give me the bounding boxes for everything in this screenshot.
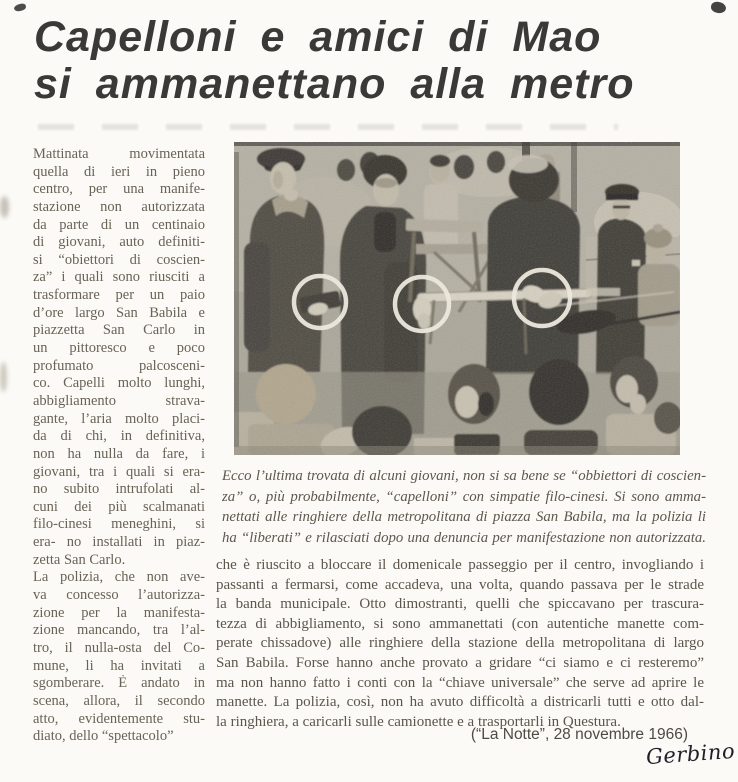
text-line: manette. La polizia, così, non ha avuto difficoltà a districarli tutti e otto dal-	[216, 694, 704, 711]
text-line: giovani, tra i quali si era-	[33, 463, 205, 480]
left-text-column	[33, 146, 205, 746]
text-line: la ringhiera, a caricarli sulle camionette e a trasportarli in Questura.	[216, 713, 621, 730]
text-line: di giovani, auto definiti-	[33, 234, 205, 251]
text-line: diato, dello “spettacolo”	[33, 728, 174, 745]
text-line: no subito intrufolati al-	[33, 481, 205, 498]
text-line: filo-cinesi meneghini, si	[33, 516, 205, 533]
headline-line-1: Capelloni e amici di Mao	[34, 13, 602, 61]
text-line: che è riuscito a bloccare il domenicale passeggio per il centro, invogliando i	[216, 557, 704, 573]
text-line: profumato palcosceni-	[33, 357, 205, 374]
text-line: non ha nulla da fare, i	[33, 445, 205, 462]
scan-artifact	[38, 124, 618, 130]
text-line: da parte di un centinaio	[33, 216, 205, 233]
text-line: za” o, più probabilmente, “capelloni” con simpatie filo-cinesi. Si sono amma-	[222, 488, 706, 505]
text-line: tezza di abbigliamento, si sono ammanettati (con autentiche manette com-	[216, 615, 704, 632]
text-line: scena, allora, il secondo	[33, 692, 205, 709]
scan-artifact	[13, 3, 26, 12]
text-line: piazzetta San Carlo in	[33, 322, 205, 339]
text-line: un pittoresco e poco	[33, 340, 205, 357]
headline-line-2: si ammanettano alla metro	[34, 60, 635, 108]
article-photo	[234, 142, 680, 455]
text-line: abbigliamento strava-	[33, 392, 205, 409]
text-line: zetta San Carlo.	[33, 551, 126, 568]
text-line: Ecco l’ultima trovata di alcuni giovani, non si sa bene se “obbiettori di coscien-	[222, 468, 706, 484]
text-line: nettati alle ringhiere della metropolitana di piazza San Babila, ma la polizia li	[222, 509, 706, 526]
article-body-text	[216, 556, 704, 732]
text-line: passanti a fermarsi, come accadeva, una volta, quando passava per le strade	[216, 576, 704, 593]
text-line: San Babila. Forse hanno anche provato a gridare “ci siamo e ci resteremo”	[216, 654, 704, 671]
text-line: co. Capelli molto lunghi,	[33, 375, 205, 392]
text-line: va concesso l’autorizza-	[33, 587, 205, 604]
scan-artifact	[710, 1, 726, 14]
text-line: sgomberare. È andato in	[33, 675, 205, 692]
text-line: centro, per una manife-	[33, 181, 205, 198]
text-line: gante, l’aria molto placi-	[33, 410, 205, 427]
text-line: tro, il nulla-osta del Co-	[33, 639, 205, 656]
text-line: atto, evidentemente stu-	[33, 710, 205, 727]
text-line: trasformare per un paio	[33, 287, 205, 304]
text-line: zione mancando, tra l’al-	[33, 622, 205, 639]
handwritten-signature: Gerbino	[645, 738, 736, 770]
text-line: Mattinata movimentata	[33, 146, 205, 162]
text-line: si “obiettori di coscien-	[33, 251, 205, 268]
scan-artifact	[0, 196, 9, 218]
text-line: ha “liberati” e rilasciati dopo una denuncia per manifestazione non autorizzata.	[222, 529, 706, 546]
text-line: la banda municipale. Otto dimostranti, quelli che spiccavano per trascura-	[216, 596, 704, 613]
text-line: cuni dei più scalmanati	[33, 498, 205, 515]
text-line: da di chi, in definitiva,	[33, 428, 205, 445]
text-line: d’ore largo San Babila e	[33, 304, 205, 321]
text-line: mune, li ha invitati a	[33, 657, 205, 674]
text-line: stazione non autorizzata	[33, 198, 205, 215]
text-line: za” i quali sono riusciti a	[33, 269, 205, 286]
photo-illustration	[234, 142, 680, 455]
text-line: perate chissadove) alle ringhiere della stazione della metropolitana di largo	[216, 635, 704, 652]
photo-caption	[222, 466, 706, 548]
text-line: ma non hanno fatto i conti con la “chiave universale” che serve ad aprire le	[216, 674, 704, 691]
text-line: La polizia, che non ave-	[33, 569, 205, 586]
scan-artifact	[0, 362, 7, 392]
text-line: era- no installati in piaz-	[33, 534, 205, 551]
text-line: zione per la manifesta-	[33, 604, 205, 621]
text-line: quella di ieri in pieno	[33, 163, 205, 180]
article-headline	[34, 14, 734, 108]
source-attribution: (“La Notte”, 28 novembre 1966)	[470, 726, 688, 743]
